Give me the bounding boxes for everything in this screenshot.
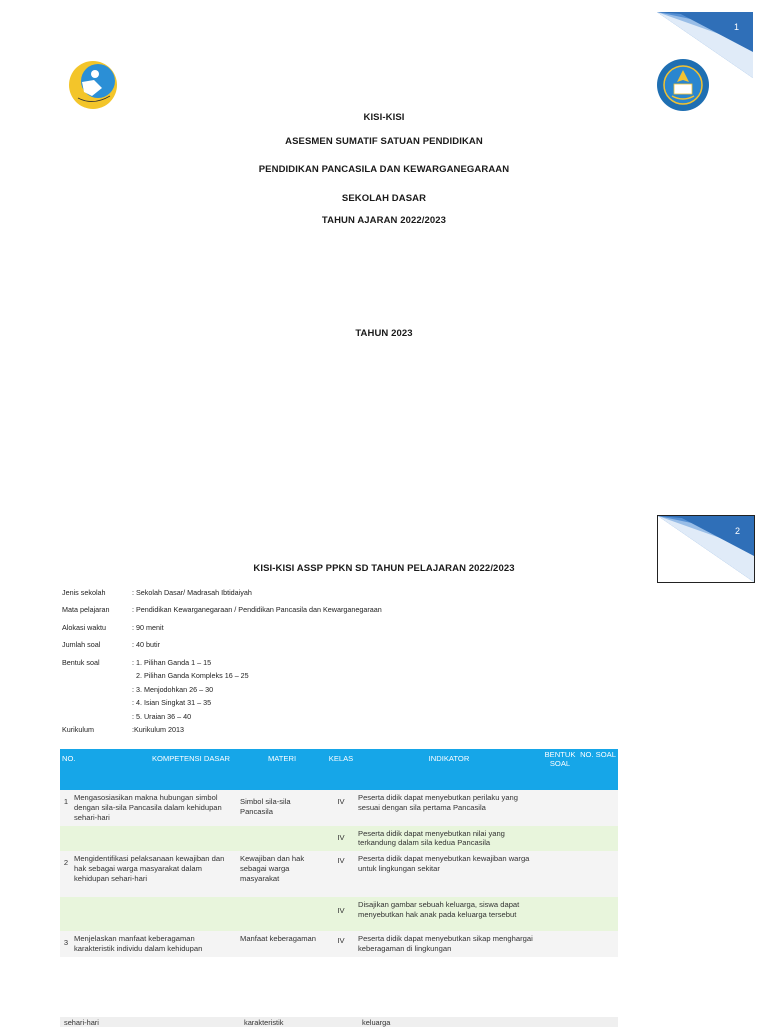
cell-kelas: IV — [326, 931, 356, 957]
tut-wuri-handayani-logo — [656, 58, 710, 112]
meta-key: Mata pelajaran — [62, 605, 110, 614]
cell-kelas: IV — [326, 897, 356, 931]
meta-key: Jumlah soal — [62, 640, 101, 649]
header-kelas: KELAS — [326, 749, 356, 790]
cell-no-soal — [578, 931, 618, 957]
meta-value: : 90 menit — [132, 623, 164, 632]
cell-kelas: IV — [326, 851, 356, 897]
meta-value: : Pendidikan Kewarganegaraan / Pendidikan Pancasila dan Kewarganegaraan — [132, 605, 382, 614]
cell-no — [60, 826, 72, 852]
cell-no — [60, 897, 72, 931]
meta-value: : 3. Menjodohkan 26 – 30 — [132, 685, 214, 694]
table-row — [60, 851, 618, 897]
cell-materi: Kewajiban dan hak sebagai warga masyarakat — [238, 851, 326, 897]
cell-no-soal — [578, 851, 618, 897]
meta-value: : 4. Isian Singkat 31 – 35 — [132, 698, 212, 707]
cell-no-soal — [578, 897, 618, 931]
tail-materi: karakteristik — [244, 1018, 284, 1027]
table-row — [60, 931, 618, 957]
meta-value: : 5. Uraian 36 – 40 — [132, 712, 192, 721]
cell-kompetensi-dasar — [72, 897, 238, 931]
cell-kelas: IV — [326, 826, 356, 852]
meta-value: : Sekolah Dasar/ Madrasah Ibtidaiyah — [132, 588, 252, 597]
cell-bentuk-soal — [542, 826, 578, 852]
meta-key: Bentuk soal — [62, 658, 100, 667]
cell-indikator: Disajikan gambar sebuah keluarga, siswa dapat menyebutkan hak anak pada keluarga tersebut — [356, 897, 542, 931]
meta-value: : 40 butir — [132, 640, 160, 649]
kisi-kisi-table — [60, 749, 618, 957]
cell-no-soal — [578, 790, 618, 826]
cell-no-soal — [578, 826, 618, 852]
header-bentuk-soal: BENTUK SOAL — [542, 749, 578, 790]
cell-materi — [238, 826, 326, 852]
cell-materi: Manfaat keberagaman — [238, 931, 326, 957]
cell-indikator: Peserta didik dapat menyebutkan nilai yang terkandung dalam sila kedua Pancasila — [356, 826, 542, 852]
meta-key: Alokasi waktu — [62, 623, 106, 632]
cell-bentuk-soal — [542, 851, 578, 897]
cell-bentuk-soal — [542, 790, 578, 826]
header-indikator: INDIKATOR — [356, 749, 542, 790]
cover-school-level: SEKOLAH DASAR — [341, 193, 427, 204]
cover-year: TAHUN 2023 — [355, 328, 413, 339]
table-row — [60, 897, 618, 931]
tail-indikator: keluarga — [362, 1018, 391, 1027]
cover-subtitle: ASESMEN SUMATIF SATUAN PENDIDIKAN — [285, 136, 483, 147]
header-no: NO. — [60, 749, 72, 790]
cover-title: KISI-KISI — [363, 112, 405, 123]
cell-kompetensi-dasar: Menjelaskan manfaat keberagaman karakteristik individu dalam kehidupan — [72, 931, 238, 957]
kurikulum-logo — [68, 60, 120, 110]
tail-kd: sehari-hari — [64, 1018, 99, 1027]
cell-kompetensi-dasar: Mengidentifikasi pelaksanaan kewajiban dan hak sebagai warga masyarakat dalam kehidupan sehari-hari — [72, 851, 238, 897]
cell-no: 2 — [60, 851, 72, 897]
meta-value: 2. Pilihan Ganda Kompleks 16 – 25 — [136, 671, 249, 680]
header-kompetensi-dasar: KOMPETENSI DASAR — [72, 749, 238, 790]
cell-bentuk-soal — [542, 897, 578, 931]
table-continuation-strip — [60, 1017, 618, 1027]
page-number: 1 — [733, 22, 739, 32]
cell-no: 1 — [60, 790, 72, 826]
cell-no: 3 — [60, 931, 72, 957]
cover-page — [0, 0, 768, 500]
cell-materi: Simbol sila-sila Pancasila — [238, 790, 326, 826]
cell-indikator: Peserta didik dapat menyebutkan perilaku yang sesuai dengan sila pertama Pancasila — [356, 790, 542, 826]
cell-kompetensi-dasar: Mengasosiasikan makna hubungan simbol dengan sila-sila Pancasila dalam kehidupan sehari-hari — [72, 790, 238, 826]
content-page — [0, 500, 768, 1027]
cell-indikator: Peserta didik dapat menyebutkan kewajiban warga untuk lingkungan sekitar — [356, 851, 542, 897]
cell-bentuk-soal — [542, 931, 578, 957]
cell-indikator: Peserta didik dapat menyebutkan sikap menghargai keberagaman di lingkungan — [356, 931, 542, 957]
table-row — [60, 826, 618, 852]
header-no-soal: NO. SOAL — [578, 749, 618, 790]
table-header-row — [60, 749, 618, 790]
meta-value: : 1. Pilihan Ganda 1 – 15 — [132, 658, 212, 667]
meta-value: :Kurikulum 2013 — [132, 725, 184, 734]
cover-subject: PENDIDIKAN PANCASILA DAN KEWARGANEGARAAN — [258, 164, 510, 175]
cover-academic-year: TAHUN AJARAN 2022/2023 — [321, 215, 447, 226]
cell-kompetensi-dasar — [72, 826, 238, 852]
header-materi: MATERI — [238, 749, 326, 790]
cell-kelas: IV — [326, 790, 356, 826]
page-number: 2 — [734, 526, 740, 536]
table-row — [60, 790, 618, 826]
page-title: KISI-KISI ASSP PPKN SD TAHUN PELAJARAN 2022/2023 — [253, 563, 515, 574]
cell-materi — [238, 897, 326, 931]
meta-key: Kurikulum — [62, 725, 94, 734]
meta-key: Jenis sekolah — [62, 588, 106, 597]
